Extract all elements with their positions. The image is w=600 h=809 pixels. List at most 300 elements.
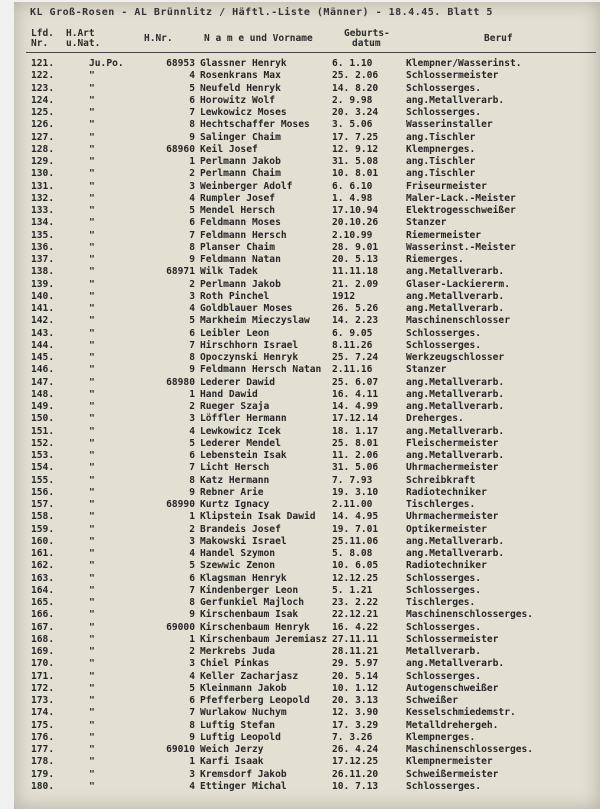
row-prisoner-number: 1 bbox=[189, 388, 195, 400]
row-prisoner-number: 6 bbox=[189, 327, 195, 339]
row-occupation: Schreibkraft bbox=[406, 474, 476, 486]
row-name: Chiel Pinkas bbox=[200, 658, 270, 670]
row-prisoner-number: 1 bbox=[189, 511, 195, 523]
row-category: " bbox=[89, 156, 95, 167]
row-category: " bbox=[89, 254, 95, 265]
row-number: 152. bbox=[31, 437, 55, 449]
row-name: Merkrebs Juda bbox=[200, 646, 276, 657]
row-category: " bbox=[89, 707, 95, 719]
header-art-2: u.Nat. bbox=[66, 38, 101, 49]
row-occupation: Fleischermeister bbox=[406, 437, 499, 449]
row-birthdate: 12. 9.12 bbox=[332, 143, 379, 155]
row-category: " bbox=[89, 695, 95, 706]
table-row bbox=[14, 450, 600, 462]
row-name: Goldblauer Moses bbox=[200, 303, 293, 314]
row-occupation: Klempnerges. bbox=[406, 731, 476, 743]
row-category: " bbox=[89, 523, 95, 535]
row-category: " bbox=[89, 241, 95, 253]
row-number: 163. bbox=[31, 572, 55, 584]
table-row bbox=[14, 181, 600, 193]
header-name: N a m e und Vorname bbox=[204, 33, 313, 44]
row-occupation: Stanzer bbox=[406, 364, 447, 376]
row-category: " bbox=[89, 609, 95, 621]
row-category: " bbox=[89, 633, 95, 645]
row-prisoner-number: 5 bbox=[189, 437, 195, 449]
row-prisoner-number: 8 bbox=[189, 474, 195, 486]
row-birthdate: 11. 2.06 bbox=[332, 450, 379, 461]
row-occupation: ang.Metallverarb. bbox=[406, 376, 505, 388]
row-name: Kirschenbaum Jeremiasz bbox=[200, 633, 328, 645]
table-row bbox=[14, 573, 600, 585]
row-number: 143. bbox=[31, 327, 55, 339]
row-occupation: Schlosserges. bbox=[406, 82, 482, 94]
row-birthdate: 5. 1.21 bbox=[332, 584, 373, 596]
row-category: " bbox=[89, 168, 95, 180]
row-category: " bbox=[89, 388, 95, 400]
row-occupation: Radiotechniker bbox=[406, 560, 487, 572]
row-name: Wilk Tadek bbox=[200, 266, 258, 278]
table-row bbox=[14, 560, 600, 572]
row-prisoner-number: 8 bbox=[189, 241, 195, 253]
row-name: Lewkowicz Icek bbox=[200, 425, 281, 437]
row-birthdate: 20. 3.24 bbox=[332, 107, 379, 118]
document-sheet bbox=[14, 2, 600, 809]
row-name: Glassner Henryk bbox=[200, 58, 287, 69]
row-birthdate: 10. 6.05 bbox=[332, 560, 379, 572]
row-birthdate: 11.11.18 bbox=[332, 266, 379, 278]
header-rule bbox=[26, 52, 596, 53]
row-occupation: Schlossermeister bbox=[406, 633, 499, 645]
row-occupation: Elektrogesschweißer bbox=[406, 205, 516, 216]
table-row bbox=[14, 107, 600, 119]
row-number: 153. bbox=[31, 450, 55, 461]
row-category: " bbox=[89, 768, 95, 780]
row-prisoner-number: 2 bbox=[189, 168, 195, 180]
row-prisoner-number: 3 bbox=[189, 535, 195, 547]
row-occupation: ang.Tischler bbox=[406, 168, 476, 180]
row-category: " bbox=[89, 413, 95, 425]
table-row bbox=[14, 732, 600, 744]
row-category: " bbox=[89, 303, 95, 314]
row-prisoner-number: 5 bbox=[189, 82, 195, 94]
row-occupation: Maschinenschlosserges. bbox=[406, 609, 534, 621]
table-row bbox=[14, 279, 600, 291]
row-number: 146. bbox=[31, 364, 55, 376]
table-row bbox=[14, 720, 600, 732]
row-number: 174. bbox=[31, 707, 55, 719]
row-birthdate: 27.11.11 bbox=[332, 633, 379, 645]
table-row bbox=[14, 597, 600, 609]
row-occupation: Schweißermeister bbox=[406, 768, 499, 780]
row-name: Rueger Szaja bbox=[200, 401, 270, 412]
row-occupation: Metallverarb. bbox=[406, 646, 482, 657]
row-occupation: ang.Metallverarb. bbox=[406, 266, 505, 278]
table-row bbox=[14, 769, 600, 781]
header-lfd-1: Lfd. bbox=[31, 28, 54, 39]
row-prisoner-number: 6 bbox=[189, 217, 195, 229]
row-prisoner-number: 6 bbox=[189, 450, 195, 461]
row-prisoner-number: 4 bbox=[189, 70, 195, 82]
header-dob-2: datum bbox=[352, 38, 381, 49]
table-row bbox=[14, 95, 600, 107]
row-number: 172. bbox=[31, 682, 55, 694]
row-prisoner-number: 5 bbox=[189, 205, 195, 216]
row-birthdate: 10. 7.13 bbox=[332, 780, 379, 792]
row-name: Hand Dawid bbox=[200, 388, 258, 400]
row-category: " bbox=[89, 646, 95, 657]
row-name: Hechtschaffer Moses bbox=[200, 119, 310, 131]
row-number: 176. bbox=[31, 731, 55, 743]
row-category: " bbox=[89, 499, 95, 510]
row-prisoner-number: 9 bbox=[189, 609, 195, 621]
row-birthdate: 17.12.25 bbox=[332, 756, 379, 768]
row-category: " bbox=[89, 560, 95, 572]
row-prisoner-number: 8 bbox=[189, 719, 195, 731]
row-number: 150. bbox=[31, 413, 55, 425]
row-occupation: Schlossermeister bbox=[406, 70, 499, 82]
row-prisoner-number: 4 bbox=[189, 425, 195, 437]
row-birthdate: 7. 3.26 bbox=[332, 731, 373, 743]
row-name: Karfi Isaak bbox=[200, 756, 264, 768]
row-name: Opoczynski Henryk bbox=[200, 352, 299, 363]
row-name: Salinger Chaim bbox=[200, 131, 281, 143]
row-prisoner-number: 9 bbox=[189, 254, 195, 265]
row-occupation: ang.Metallverarb. bbox=[406, 548, 505, 559]
row-category: " bbox=[89, 450, 95, 461]
row-name: Horowitz Wolf bbox=[200, 94, 276, 106]
row-birthdate: 26.11.20 bbox=[332, 768, 379, 780]
row-occupation: Tischlerges. bbox=[406, 499, 476, 510]
row-number: 145. bbox=[31, 352, 55, 363]
table-row bbox=[14, 340, 600, 352]
row-occupation: Maschinenschlosserges. bbox=[406, 744, 534, 755]
table-row bbox=[14, 475, 600, 487]
row-birthdate: 22.12.21 bbox=[332, 609, 379, 621]
row-name: Mendel Hersch bbox=[200, 205, 276, 216]
table-row bbox=[14, 744, 600, 756]
row-birthdate: 14. 8.20 bbox=[332, 82, 379, 94]
row-prisoner-number: 5 bbox=[189, 560, 195, 572]
row-birthdate: 12.12.25 bbox=[332, 572, 379, 584]
row-category: " bbox=[89, 744, 95, 755]
table-row bbox=[14, 230, 600, 242]
row-prisoner-number: 6 bbox=[189, 695, 195, 706]
row-category: Ju.Po. bbox=[89, 58, 124, 69]
row-number: 179. bbox=[31, 768, 55, 780]
row-birthdate: 25. 8.01 bbox=[332, 437, 379, 449]
row-occupation: Werkzeugschlosser bbox=[406, 352, 505, 363]
table-row bbox=[14, 671, 600, 683]
row-occupation: ang.Metallverarb. bbox=[406, 401, 505, 412]
table-row bbox=[14, 622, 600, 634]
row-name: Luftig Stefan bbox=[200, 719, 276, 731]
row-number: 139. bbox=[31, 278, 55, 290]
row-prisoner-number: 9 bbox=[189, 364, 195, 376]
row-category: " bbox=[89, 376, 95, 388]
row-birthdate: 20. 5.13 bbox=[332, 254, 379, 265]
row-birthdate: 20. 3.13 bbox=[332, 695, 379, 706]
row-prisoner-number: 69000 bbox=[166, 621, 195, 633]
row-prisoner-number: 4 bbox=[189, 780, 195, 792]
row-category: " bbox=[89, 756, 95, 768]
row-name: Weinberger Adolf bbox=[200, 180, 293, 192]
row-birthdate: 26. 5.26 bbox=[332, 303, 379, 314]
row-name: Licht Hersch bbox=[200, 462, 270, 474]
row-occupation: ang.Metallverarb. bbox=[406, 450, 505, 461]
row-birthdate: 25. 6.07 bbox=[332, 376, 379, 388]
row-birthdate: 19. 7.01 bbox=[332, 523, 379, 535]
row-occupation: Schlosserges. bbox=[406, 339, 482, 351]
row-occupation: Wasserinstaller bbox=[406, 119, 493, 131]
table-row bbox=[14, 695, 600, 707]
row-occupation: Glaser-Lackiererm. bbox=[406, 278, 510, 290]
table-row bbox=[14, 707, 600, 719]
row-number: 129. bbox=[31, 156, 55, 167]
row-occupation: ang.Metallverarb. bbox=[406, 535, 505, 547]
row-prisoner-number: 1 bbox=[189, 156, 195, 167]
header-art-1: H.Art bbox=[66, 28, 95, 39]
row-prisoner-number: 68990 bbox=[166, 499, 195, 510]
row-category: " bbox=[89, 572, 95, 584]
row-name: Perlmann Jakob bbox=[200, 156, 281, 167]
row-number: 178. bbox=[31, 756, 55, 768]
row-number: 177. bbox=[31, 744, 55, 755]
row-prisoner-number: 3 bbox=[189, 180, 195, 192]
row-number: 135. bbox=[31, 229, 55, 241]
row-name: Klipstein Isak Dawid bbox=[200, 511, 316, 523]
row-number: 167. bbox=[31, 621, 55, 633]
row-prisoner-number: 8 bbox=[189, 352, 195, 363]
row-name: Rebner Arie bbox=[200, 486, 264, 498]
row-category: " bbox=[89, 597, 95, 608]
row-occupation: ang.Metallverarb. bbox=[406, 94, 505, 106]
row-prisoner-number: 68960 bbox=[166, 143, 195, 155]
row-category: " bbox=[89, 425, 95, 437]
row-name: Klagsman Henryk bbox=[200, 572, 287, 584]
row-prisoner-number: 5 bbox=[189, 682, 195, 694]
table-row bbox=[14, 303, 600, 315]
row-name: Feldmann Hersch bbox=[200, 229, 287, 241]
row-number: 141. bbox=[31, 303, 55, 314]
table-row bbox=[14, 144, 600, 156]
table-row bbox=[14, 487, 600, 499]
row-category: " bbox=[89, 339, 95, 351]
row-birthdate: 20.10.26 bbox=[332, 217, 379, 229]
row-name: Lebenstein Isak bbox=[200, 450, 287, 461]
row-number: 125. bbox=[31, 107, 55, 118]
table-row bbox=[14, 352, 600, 364]
row-number: 148. bbox=[31, 388, 55, 400]
row-birthdate: 8.11.26 bbox=[332, 339, 373, 351]
row-birthdate: 17.10.94 bbox=[332, 205, 379, 216]
row-name: Perlmann Jakob bbox=[200, 278, 281, 290]
row-prisoner-number: 9 bbox=[189, 731, 195, 743]
table-row bbox=[14, 291, 600, 303]
table-row bbox=[14, 377, 600, 389]
table-row bbox=[14, 119, 600, 131]
row-occupation: Stanzer bbox=[406, 217, 447, 229]
row-number: 123. bbox=[31, 82, 55, 94]
row-birthdate: 25.11.06 bbox=[332, 535, 379, 547]
row-occupation: Wasserinst.-Meister bbox=[406, 241, 516, 253]
row-birthdate: 14. 4.95 bbox=[332, 511, 379, 523]
row-category: " bbox=[89, 205, 95, 216]
row-category: " bbox=[89, 119, 95, 131]
table-row bbox=[14, 536, 600, 548]
row-birthdate: 26. 4.24 bbox=[332, 744, 379, 755]
row-number: 173. bbox=[31, 695, 55, 706]
row-name: Leibler Leon bbox=[200, 327, 270, 339]
table-row bbox=[14, 389, 600, 401]
row-occupation: Riemerges. bbox=[406, 254, 464, 265]
row-number: 133. bbox=[31, 205, 55, 216]
row-prisoner-number: 2 bbox=[189, 646, 195, 657]
table-row bbox=[14, 328, 600, 340]
table-row bbox=[14, 168, 600, 180]
row-occupation: Schlosserges. bbox=[406, 327, 482, 339]
row-name: Makowski Israel bbox=[200, 535, 287, 547]
table-row bbox=[14, 401, 600, 413]
row-prisoner-number: 4 bbox=[189, 548, 195, 559]
row-prisoner-number: 2 bbox=[189, 523, 195, 535]
row-number: 166. bbox=[31, 609, 55, 621]
row-name: Feldmann Hersch Natan bbox=[200, 364, 322, 376]
row-name: Pfefferberg Leopold bbox=[200, 695, 310, 706]
table-row bbox=[14, 266, 600, 278]
row-number: 147. bbox=[31, 376, 55, 388]
row-occupation: ang.Metallverarb. bbox=[406, 658, 505, 670]
row-prisoner-number: 7 bbox=[189, 107, 195, 118]
row-number: 159. bbox=[31, 523, 55, 535]
row-occupation: Klempnermeister bbox=[406, 756, 493, 768]
row-occupation: ang.Metallverarb. bbox=[406, 290, 505, 302]
row-category: " bbox=[89, 315, 95, 327]
row-number: 165. bbox=[31, 597, 55, 608]
row-birthdate: 6. 6.10 bbox=[332, 180, 373, 192]
row-prisoner-number: 6 bbox=[189, 572, 195, 584]
row-number: 171. bbox=[31, 670, 55, 682]
row-occupation: Uhrmachermeister bbox=[406, 511, 499, 523]
row-occupation: ang.Metallverarb. bbox=[406, 425, 505, 437]
row-name: Luftig Leopold bbox=[200, 731, 281, 743]
row-category: " bbox=[89, 94, 95, 106]
row-category: " bbox=[89, 107, 95, 118]
row-birthdate: 17.12.14 bbox=[332, 413, 379, 425]
row-occupation: Klempnerges. bbox=[406, 143, 476, 155]
row-occupation: Metalldrehergeh. bbox=[406, 719, 499, 731]
table-row bbox=[14, 193, 600, 205]
row-prisoner-number: 7 bbox=[189, 584, 195, 596]
row-number: 131. bbox=[31, 180, 55, 192]
row-occupation: Dreherges. bbox=[406, 413, 464, 425]
row-number: 138. bbox=[31, 266, 55, 278]
row-number: 160. bbox=[31, 535, 55, 547]
row-number: 121. bbox=[31, 58, 55, 69]
row-name: Katz Hermann bbox=[200, 474, 270, 486]
row-occupation: Riemermeister bbox=[406, 229, 482, 241]
row-birthdate: 12. 3.90 bbox=[332, 707, 379, 719]
table-row bbox=[14, 438, 600, 450]
row-category: " bbox=[89, 658, 95, 670]
row-birthdate: 6. 1.10 bbox=[332, 58, 373, 69]
row-birthdate: 7. 7.93 bbox=[332, 474, 373, 486]
row-occupation: ang.Tischler bbox=[406, 131, 476, 143]
row-occupation: Schlosserges. bbox=[406, 780, 482, 792]
row-prisoner-number: 5 bbox=[189, 315, 195, 327]
row-name: Neufeld Henryk bbox=[200, 82, 281, 94]
row-number: 164. bbox=[31, 584, 55, 596]
row-name: Kremsdorf Jakob bbox=[200, 768, 287, 780]
row-birthdate: 17. 3.29 bbox=[332, 719, 379, 731]
table-row bbox=[14, 364, 600, 376]
row-category: " bbox=[89, 70, 95, 82]
row-birthdate: 2.10.99 bbox=[332, 229, 373, 241]
row-name: Lewkowicz Moses bbox=[200, 107, 287, 118]
row-number: 151. bbox=[31, 425, 55, 437]
row-prisoner-number: 68980 bbox=[166, 376, 195, 388]
row-category: " bbox=[89, 670, 95, 682]
row-number: 155. bbox=[31, 474, 55, 486]
row-category: " bbox=[89, 229, 95, 241]
row-occupation: Klempner/Wasserinst. bbox=[406, 58, 522, 69]
row-birthdate: 16. 4.22 bbox=[332, 621, 379, 633]
row-name: Kirschenbaum Isak bbox=[200, 609, 299, 621]
table-row bbox=[14, 658, 600, 670]
row-occupation: ang.Metallverarb. bbox=[406, 303, 505, 314]
row-number: 156. bbox=[31, 486, 55, 498]
row-birthdate: 25. 7.24 bbox=[332, 352, 379, 363]
table-row bbox=[14, 585, 600, 597]
row-name: Handel Szymon bbox=[200, 548, 276, 559]
row-number: 144. bbox=[31, 339, 55, 351]
row-prisoner-number: 69010 bbox=[166, 744, 195, 755]
row-prisoner-number: 1 bbox=[189, 756, 195, 768]
row-name: Lederer Dawid bbox=[200, 376, 276, 388]
header-beruf: Beruf bbox=[484, 33, 513, 44]
row-occupation: Schlosserges. bbox=[406, 107, 482, 118]
row-prisoner-number: 4 bbox=[189, 303, 195, 314]
table-row bbox=[14, 426, 600, 438]
row-birthdate: 6. 9.05 bbox=[332, 327, 373, 339]
row-occupation: Optikermeister bbox=[406, 523, 487, 535]
row-number: 136. bbox=[31, 241, 55, 253]
row-category: " bbox=[89, 131, 95, 143]
row-name: Perlmann Chaim bbox=[200, 168, 281, 180]
row-number: 137. bbox=[31, 254, 55, 265]
row-birthdate: 31. 5.06 bbox=[332, 462, 379, 474]
row-number: 162. bbox=[31, 560, 55, 572]
row-name: Weich Jerzy bbox=[200, 744, 264, 755]
row-number: 157. bbox=[31, 499, 55, 510]
row-name: Roth Pinchel bbox=[200, 290, 270, 302]
row-occupation: ang.Metallverarb. bbox=[406, 388, 505, 400]
table-row bbox=[14, 205, 600, 217]
table-row bbox=[14, 83, 600, 95]
row-prisoner-number: 7 bbox=[189, 462, 195, 474]
row-category: " bbox=[89, 682, 95, 694]
row-occupation: Schweißer bbox=[406, 695, 458, 706]
table-row bbox=[14, 242, 600, 254]
row-birthdate: 17. 7.25 bbox=[332, 131, 379, 143]
row-birthdate: 14. 2.23 bbox=[332, 315, 379, 327]
row-number: 122. bbox=[31, 70, 55, 82]
row-name: Wurlakow Nuchym bbox=[200, 707, 287, 719]
table-row bbox=[14, 646, 600, 658]
table-row bbox=[14, 499, 600, 511]
row-birthdate: 10. 1.12 bbox=[332, 682, 379, 694]
row-name: Hirschhorn Israel bbox=[200, 339, 299, 351]
row-birthdate: 2.11.16 bbox=[332, 364, 373, 376]
